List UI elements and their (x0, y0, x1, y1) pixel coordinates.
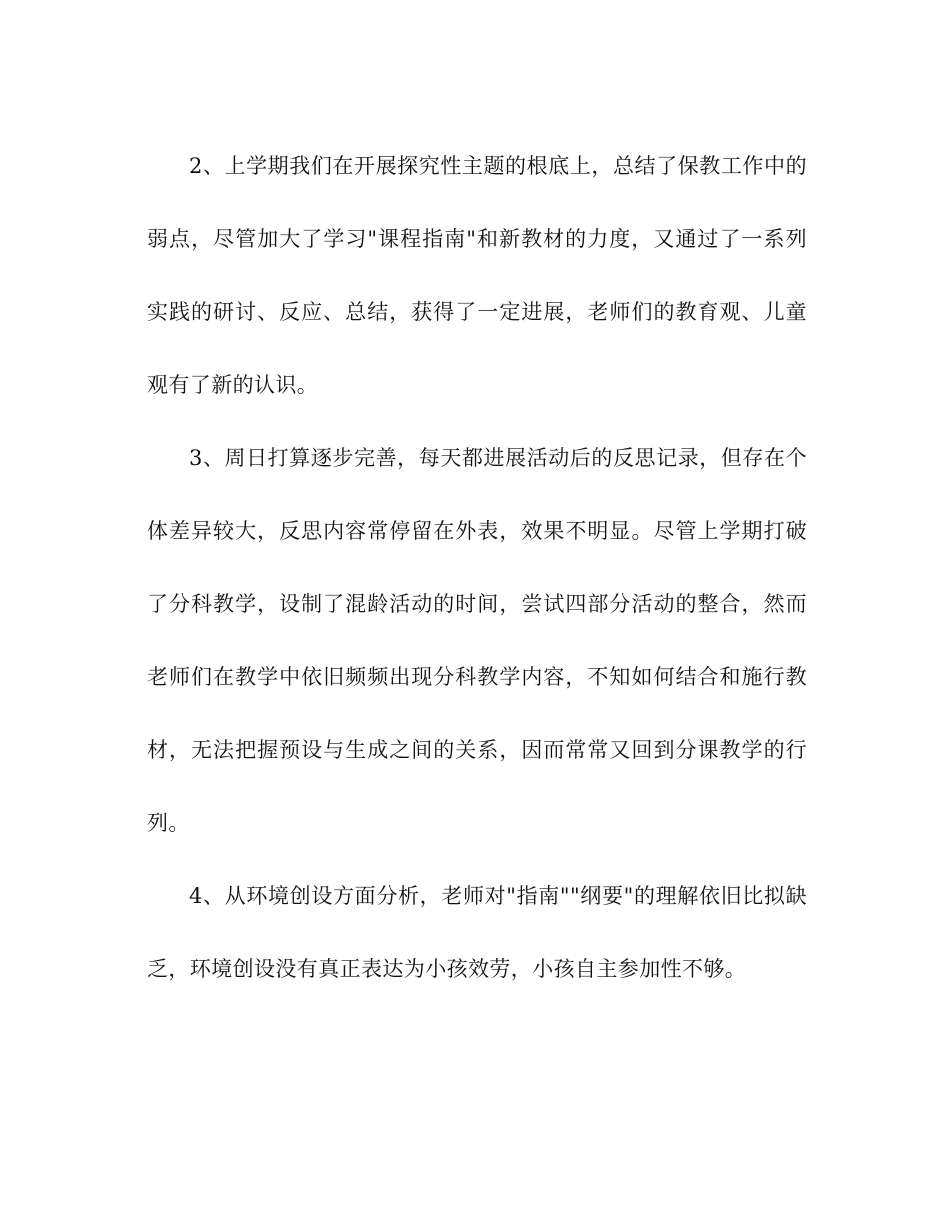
paragraph-2: 2、上学期我们在开展探究性主题的根底上，总结了保教工作中的弱点，尽管加大了学习"课程指南"和新教材的力度，又通过了一系列实践的研讨、反应、总结，获得了一定进展，老师们的教育观、儿童观有了新的认识。 (147, 154, 807, 397)
document-body (147, 130, 807, 1006)
paragraph-4: 4、从环境创设方面分析，老师对"指南""纲要"的理解依旧比拟缺乏，环境创设没有真正表达为小孩效劳，小孩自主参加性不够。 (147, 884, 807, 981)
paragraph-3: 3、周日打算逐步完善，每天都进展活动后的反思记录，但存在个体差异较大，反思内容常停留在外表，效果不明显。尽管上学期打破了分科教学，设制了混龄活动的时间，尝试四部分活动的整合，然而老师们在教学中依旧频频出现分科教学内容，不知如何结合和施行教材，无法把握预设与生成之间的关系，因而常常又回到分课教学的行列。 (147, 446, 807, 835)
